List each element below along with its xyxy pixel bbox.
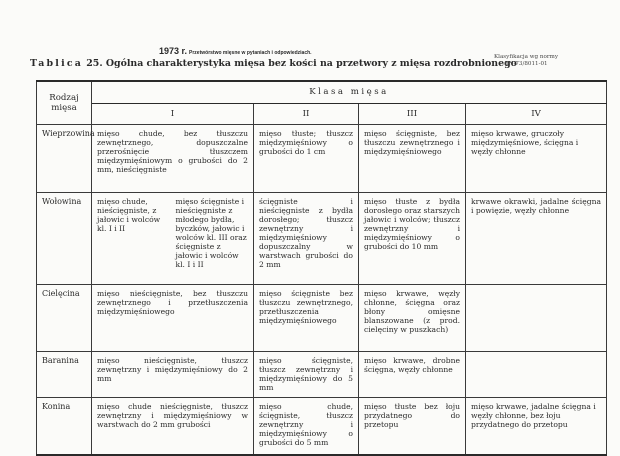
year: 1973 r. (159, 46, 188, 56)
cell-class-1-part-b: mięso ścięgniste i nieścięgniste z młodego bydła, byczków, jałowic i wolców kl. III oraz ścięgniste z jałowic i wolców kl. I i II (175, 197, 247, 269)
cell-class-2: ścięgniste i nieścięgniste z bydła dorosłego; tłuszcz zewnętrzny i międzymięśniowy dopuszczalny w warstwach grubości do 2 mm (254, 193, 359, 285)
cell-class-1: mięso nieścięgniste, bez tłuszczu zewnętrznego i przetłuszczenia międzymięśniowego (92, 285, 254, 352)
cell-class-1 (92, 193, 254, 285)
cell-class-4: mięso krwawe, jadalne ścięgna i węzły chłonne, bez łoju przydatnego do przetopu (466, 398, 607, 456)
table-row (37, 352, 607, 398)
header-class-3: III (359, 104, 466, 125)
cell-class-2: mięso tłuste; tłuszcz międzymięśniowy o grubości do 1 cm (254, 125, 359, 193)
cell-class-3: mięso ścięgniste, bez tłuszczu zewnętrznego i międzymięśniowego (359, 125, 466, 193)
cell-class-4: mięso krwawe, gruczoły międzymięśniowe, ścięgna i węzły chłonne (466, 125, 607, 193)
table-row (37, 193, 607, 285)
cell-class-1: mięso chude, bez tłuszczu zewnętrznego, dopuszczalne przerośnięcie tłuszczem międzymięśniowym o grubości do 2 mm, nieścięgniste (92, 125, 254, 193)
norm-classification (494, 54, 558, 68)
cell-class-3: mięso tłuste bez łoju przydatnego do przetopu (359, 398, 466, 456)
cell-class-2: mięso chude, ścięgniste, tłuszcz zewnętrzny i międzymięśniowy o grubości do 5 mm (254, 398, 359, 456)
table-title-text: 25. Ogólna charakterystyka mięsa bez kości na przetwory z mięsa rozdrobnionego (86, 58, 517, 69)
row-kind: Baranina (37, 352, 92, 398)
header-class-4: IV (466, 104, 607, 125)
cell-class-3: mięso krwawe, drobne ścięgna, węzły chłonne (359, 352, 466, 398)
header-class-2: II (254, 104, 359, 125)
cell-class-4: krwawe okrawki, jadalne ścięgna i powięzie, węzły chłonne (466, 193, 607, 285)
header-class-1: I (92, 104, 254, 125)
row-kind: Konina (37, 398, 92, 456)
row-kind: Wołowina (37, 193, 92, 285)
cell-class-1: mięso nieścięgniste, tłuszcz zewnętrzny i międzymięśniowy do 2 mm (92, 352, 254, 398)
book-year-header (159, 46, 312, 56)
table-title (30, 58, 517, 69)
cell-class-1: mięso chude nieścięgniste, tłuszcz zewnętrzny i międzymięśniowy w warstwach do 2 mm grubości (92, 398, 254, 456)
row-kind: Cielęcina (37, 285, 92, 352)
header-kind: Rodzaj mięsa (37, 81, 92, 125)
cell-class-3: mięso tłuste z bydła dorosłego oraz starszych jałowic i wolców; tłuszcz zewnętrzny i międzymięśniowy o grubości do 10 mm (359, 193, 466, 285)
table-row (37, 398, 607, 456)
cell-class-2: mięso ścięgniste bez tłuszczu zewnętrznego, przetłuszczenia międzymięśniowego (254, 285, 359, 352)
cell-class-4 (466, 352, 607, 398)
norm-line-1: Klasyfikacja wg normy (494, 54, 559, 60)
book-subtitle: Przetwórstwo mięsne w pytaniach i odpowiedziach. (189, 50, 312, 56)
row-kind: Wieprzowina (37, 125, 92, 193)
cell-class-3: mięso krwawe, węzły chłonne, ścięgna oraz błony omięsne blanszowane (z prod. cielęciny w puszkach) (359, 285, 466, 352)
header-class-group: Klasa mięsa (92, 81, 607, 104)
meat-classification-table (36, 80, 607, 456)
cell-class-4 (466, 285, 607, 352)
table-label: Tablica (30, 58, 84, 69)
norm-line-2: BN-73/8011-01 (504, 61, 548, 67)
table-row (37, 285, 607, 352)
cell-class-1-part-a: mięso chude, nieścięgniste, z jałowic i wolców kl. I i II (97, 197, 161, 233)
cell-class-2: mięso ścięgniste, tłuszcz zewnętrzny i międzymięśniowy do 5 mm (254, 352, 359, 398)
table-row (37, 125, 607, 193)
